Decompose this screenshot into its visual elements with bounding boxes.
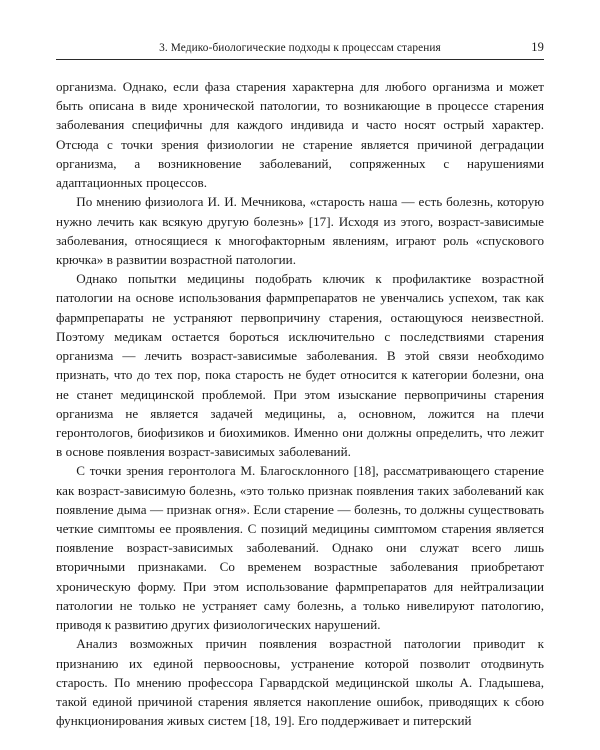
paragraph: Анализ возможных причин появления возрастной патологии приводит к признанию их единой первоосновы, устранение которой позволит отодвинуть старость. По мнению профессора Гарвардской медицинской школы А. Гладышева, такой единой причиной старения является накопление ошибок, приводящих к сбою функционирования живых систем [18, 19]. Его поддерживает и питерский (56, 636, 544, 729)
body-text (56, 77, 544, 730)
paragraph: С точки зрения геронтолога М. Благосклонного [18], рассматривающего старение как возраст-зависимую болезнь, «это только признак появления таких заболеваний как появление дыма — признак огня». Если старение — болезнь, то должны существовать четкие симптомы ее проявления. С позиций медицины симптомом старения является появление возраст-зависимых заболеваний. Однако они служат всего лишь вторичными признаками. Со временем возрастные заболевания приобретают хроническую форму. При этом использование фармпрепаратов для нейтрализации патологии не только не устраняет саму болезнь, а только нивелируют патологию, приводя к развитию других физиологических нарушений. (56, 463, 544, 633)
paragraph: организма. Однако, если фаза старения характерна для любого организма и может быть описана в виде хронической патологии, то возникающие в процессе старения заболевания специфичны для каждого индивида и часто носят острый характер. Отсюда с точки зрения физиологии не старение является причиной деградации организма, а возникновение заболеваний, сопряженных с нарушениями адаптационных процессов. (56, 79, 544, 191)
page-header (56, 40, 544, 60)
paragraph: По мнению физиолога И. И. Мечникова, «старость наша — есть болезнь, которую нужно лечить как всякую другую болезнь» [17]. Исходя из этого, возраст-зависимые заболевания, относящиеся к многофакторным явлениям, играют роль «спускового крючка» в развитии возрастной патологии. (56, 194, 544, 267)
running-head-title: 3. Медико-биологические подходы к процессам старения (159, 42, 441, 54)
paragraph: Однако попытки медицины подобрать ключик к профилактике возрастной патологии на основе использования фармпрепаратов не увенчались успехом, так как фармпрепараты не устраняют первопричину старения, остающуюся неизвестной. Поэтому медикам остается бороться исключительно с последствиями старения организма — лечить возраст-зависимые заболевания. В этой связи необходимо признать, что до тех пор, пока старость не будет относится к категории болезни, она не станет медицинской проблемой. При этом изыскание первопричины старения организма не является задачей медицины, а, основном, ложится на плечи геронтологов, биофизиков и биохимиков. Именно они должны определить, что лежит в основе появления возраст-зависимых заболеваний. (56, 271, 544, 460)
page-number: 19 (531, 40, 544, 54)
